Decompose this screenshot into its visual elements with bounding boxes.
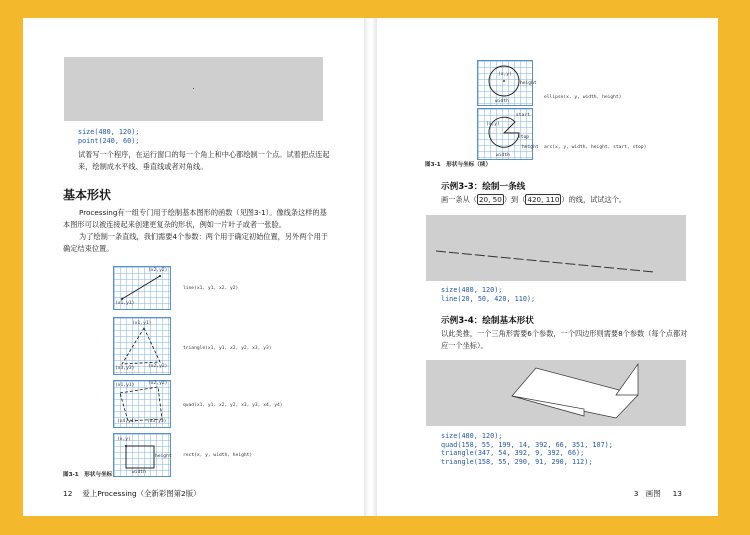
paragraph: 为了绘制一条直线，我们需要4个参数：两个用于确定初始位置，另外两个用于确定结束位置。 (63, 232, 328, 253)
coord-label: (x1,y1) (115, 301, 135, 306)
page-number: 12 (63, 489, 73, 498)
coord-label: (x2,y2) (148, 381, 168, 386)
coord-label: (x,y) (486, 122, 500, 127)
coord-label: (x1,y1) (115, 383, 135, 388)
left-page (23, 18, 364, 516)
figure-triangle (113, 317, 171, 375)
coord-label: (x3,y3) (147, 419, 167, 424)
example-heading: 示例3-3：绘制一条线 (441, 182, 526, 192)
text-run: ）的线，试试这个。 (561, 195, 627, 204)
sketch-output-line (426, 215, 686, 281)
section-heading: 基本形状 (63, 188, 112, 202)
figure-quad (113, 380, 171, 428)
paragraph: Processing有一组专门用于绘制基本图形的函数（见图3-1）。像线条这样的基本图形可以被连接起来创建更复杂的形状，例如一片叶子或者一张脸。 (63, 208, 327, 229)
coord-label: (x1,y1) (132, 321, 152, 326)
paragraph: 试着写一个程序，在运行窗口的每一个角上和中心都绘制一个点。试着把点连起来，绘制成水平线、垂直线或者对角线。 (78, 150, 330, 171)
text-run: ）到（ (503, 195, 526, 204)
function-signature: arc(x, y, width, height, start, stop) (544, 145, 647, 150)
angle-label: start (516, 113, 530, 118)
coord-label: (x2,y2) (148, 268, 168, 273)
figure-arc (477, 108, 539, 160)
dimension-label: width (495, 99, 509, 104)
code-line: size(480, 120); (441, 432, 503, 440)
right-page (377, 18, 718, 516)
coord-label: (x3,y3) (115, 366, 135, 371)
book-title: 爱上Processing（全新彩图第2版） (82, 489, 201, 498)
page-number: 13 (672, 489, 682, 498)
figure-line (113, 266, 171, 310)
coordinate-highlight: 420, 110 (527, 195, 560, 204)
function-signature: triangle(x1, y1, x2, y2, x3, y3) (183, 346, 272, 351)
code-line: quad(158, 55, 199, 14, 392, 66, 351, 107); (441, 440, 613, 449)
function-signature: quad(x1, y1, x2, y2, x3, y3, x4, y4) (183, 403, 283, 408)
coordinate-highlight: 20, 50 (478, 195, 502, 204)
sketch-output-point (64, 57, 323, 121)
page-footer (634, 488, 682, 499)
angle-label: stop (518, 135, 530, 140)
code-block-line (441, 286, 535, 303)
paragraph (441, 194, 626, 206)
dimension-label: width (132, 470, 146, 475)
code-block-point (78, 128, 139, 145)
code-line: size(480, 120); (78, 128, 140, 136)
dimension-label: width (496, 153, 510, 158)
code-line: size(480, 120); (441, 286, 503, 294)
page-footer (63, 488, 200, 499)
figure-rect (113, 433, 171, 477)
paragraph: 以此类推，一个三角形需要6个参数，一个四边形则需要8个参数（每个点都对应一个坐标）。 (441, 329, 688, 350)
example-heading: 示例3-4：绘制基本形状 (441, 316, 534, 326)
function-signature: line(x1, y1, x2, y2) (183, 286, 239, 291)
figure-caption: 图3-1 形状与坐标 (63, 472, 113, 478)
code-line: triangle(158, 55, 290, 91, 290, 112); (441, 457, 593, 466)
shapes-output (426, 360, 686, 426)
function-signature: ellipse(x, y, width, height) (544, 95, 622, 100)
chapter-label: 3 画图 (633, 489, 661, 498)
text-run: 画一条从（ (441, 195, 477, 204)
coord-label: (x,y) (117, 437, 131, 442)
line-output (426, 215, 686, 281)
dimension-label: height (520, 81, 537, 86)
coord-label: (x,y) (498, 72, 512, 77)
function-signature: rect(x, y, width, height) (183, 453, 253, 458)
sketch-output-shapes (426, 360, 686, 426)
code-line: line(20, 50, 420, 110); (441, 294, 536, 303)
figure-caption: 图3-1 形状与坐标（续） (425, 162, 492, 168)
code-line: triangle(347, 54, 392, 9, 392, 66); (441, 449, 585, 458)
coord-label: (x4,y4) (117, 419, 137, 424)
dimension-label: height (155, 454, 172, 459)
coord-label: (x2,y2) (148, 364, 168, 369)
dimension-label: height (522, 145, 539, 150)
book-gutter (364, 18, 377, 516)
point-dot (193, 88, 194, 89)
code-block-shapes (441, 432, 613, 466)
figure-ellipse (477, 60, 537, 106)
code-line: point(240, 60); (78, 136, 140, 145)
